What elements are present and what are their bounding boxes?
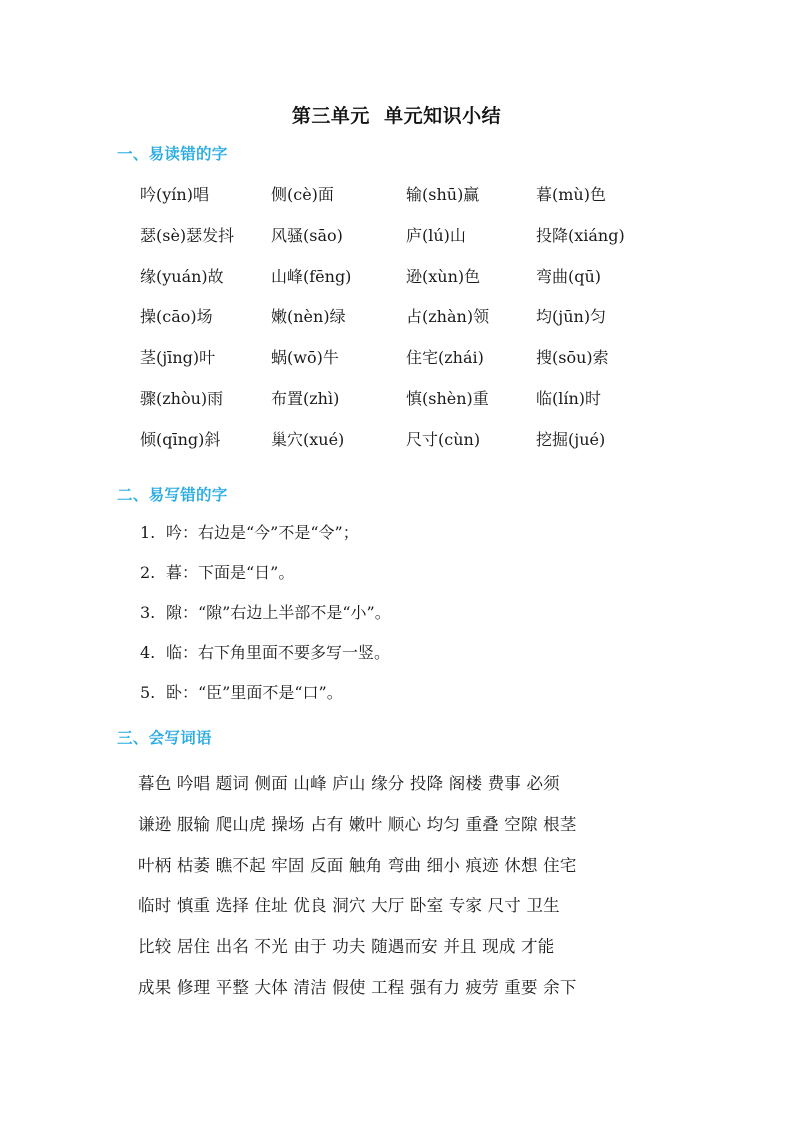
pinyin-word: 庐(lú)山 bbox=[406, 225, 466, 245]
section-heading-yi-du-cuo-de-zi: 一、易读错的字 bbox=[117, 145, 228, 163]
list-item bbox=[0, 522, 793, 562]
vocabulary-row: 临时 慎重 选择 住址 优良 洞穴 大厅 卧室 专家 尺寸 卫生 bbox=[138, 896, 560, 916]
section-heading-yi-xie-cuo-de-zi: 二、易写错的字 bbox=[117, 486, 228, 504]
pinyin-word: 瑟(sè)瑟发抖 bbox=[140, 225, 235, 245]
list-item-number: 4. bbox=[140, 643, 156, 662]
pinyin-word: 风骚(sāo) bbox=[271, 225, 343, 245]
list-item-text: 吟：右边是“今”不是“令”； bbox=[166, 523, 359, 542]
list-item bbox=[0, 642, 793, 682]
pinyin-word: 弯曲(qū) bbox=[536, 266, 602, 286]
table-row bbox=[0, 225, 793, 266]
vocabulary-word-list bbox=[0, 772, 793, 1017]
pinyin-word: 吟(yín)唱 bbox=[140, 185, 209, 204]
table-row bbox=[0, 306, 793, 347]
list-item bbox=[0, 562, 793, 602]
table-row bbox=[0, 266, 793, 307]
pinyin-word: 输(shū)赢 bbox=[406, 185, 480, 204]
vocabulary-row: 成果 修理 平整 大体 清洁 假使 工程 强有力 疲劳 重要 余下 bbox=[138, 977, 577, 997]
pinyin-word: 均(jūn)匀 bbox=[536, 307, 607, 327]
list-item-text: 暮：下面是“日”。 bbox=[166, 563, 295, 582]
pinyin-word: 挖掘(jué) bbox=[536, 429, 606, 449]
numbered-notes-list bbox=[0, 522, 793, 722]
pinyin-word: 巢穴(xué) bbox=[271, 429, 345, 449]
pinyin-word: 临(lín)时 bbox=[536, 388, 602, 408]
pinyin-word: 搜(sōu)索 bbox=[536, 348, 609, 368]
pinyin-word: 投降(xiáng) bbox=[536, 225, 625, 245]
list-item bbox=[0, 682, 793, 722]
list-item-text: 隙：“隙”右边上半部不是“小”。 bbox=[166, 603, 391, 622]
pinyin-word: 布置(zhì) bbox=[271, 388, 340, 408]
pinyin-word: 侧(cè)面 bbox=[271, 185, 334, 204]
list-item-number: 5. bbox=[140, 683, 156, 702]
pinyin-word: 占(zhàn)领 bbox=[406, 307, 490, 327]
pinyin-word: 慎(shèn)重 bbox=[406, 388, 489, 408]
pinyin-word: 尺寸(cùn) bbox=[406, 429, 481, 449]
list-item-number: 2. bbox=[140, 563, 156, 582]
pinyin-word: 蜗(wō)牛 bbox=[271, 348, 339, 368]
vocabulary-row: 谦逊 服输 爬山虎 操场 占有 嫩叶 顺心 均匀 重叠 空隙 根茎 bbox=[138, 814, 577, 834]
list-item-number: 1. bbox=[140, 523, 156, 542]
page-title: 第三单元 单元知识小结 bbox=[291, 105, 502, 127]
table-row bbox=[0, 347, 793, 388]
table-row bbox=[0, 184, 793, 225]
pinyin-word: 暮(mù)色 bbox=[536, 185, 606, 204]
pinyin-word: 骤(zhòu)雨 bbox=[140, 388, 224, 408]
pinyin-word: 山峰(fēng) bbox=[271, 266, 352, 286]
pinyin-word: 嫩(nèn)绿 bbox=[271, 307, 346, 327]
vocabulary-row: 比较 居住 出名 不光 由于 功夫 随遇而安 并且 现成 才能 bbox=[138, 937, 555, 957]
table-row bbox=[0, 429, 793, 470]
list-item-number: 3. bbox=[140, 603, 156, 622]
pinyin-word: 操(cāo)场 bbox=[140, 307, 213, 327]
pinyin-word: 缘(yuán)故 bbox=[140, 266, 224, 286]
vocabulary-row: 暮色 吟唱 题词 侧面 山峰 庐山 缘分 投降 阁楼 费事 必须 bbox=[138, 774, 560, 793]
list-item bbox=[0, 602, 793, 642]
list-item-text: 临：右下角里面不要多写一竖。 bbox=[166, 643, 391, 662]
table-row bbox=[0, 388, 793, 429]
section-heading-hui-xie-ci-yu: 三、会写词语 bbox=[117, 729, 212, 747]
vocabulary-row: 叶柄 枯萎 瞧不起 牢固 反面 触角 弯曲 细小 痕迹 休想 住宅 bbox=[138, 855, 577, 875]
pinyin-word-grid bbox=[0, 184, 793, 470]
pinyin-word: 茎(jīng)叶 bbox=[140, 348, 216, 368]
pinyin-word: 倾(qīng)斜 bbox=[140, 429, 221, 449]
list-item-text: 卧：“臣”里面不是“口”。 bbox=[166, 683, 343, 702]
pinyin-word: 逊(xùn)色 bbox=[406, 266, 481, 286]
pinyin-word: 住宅(zhái) bbox=[406, 348, 484, 368]
